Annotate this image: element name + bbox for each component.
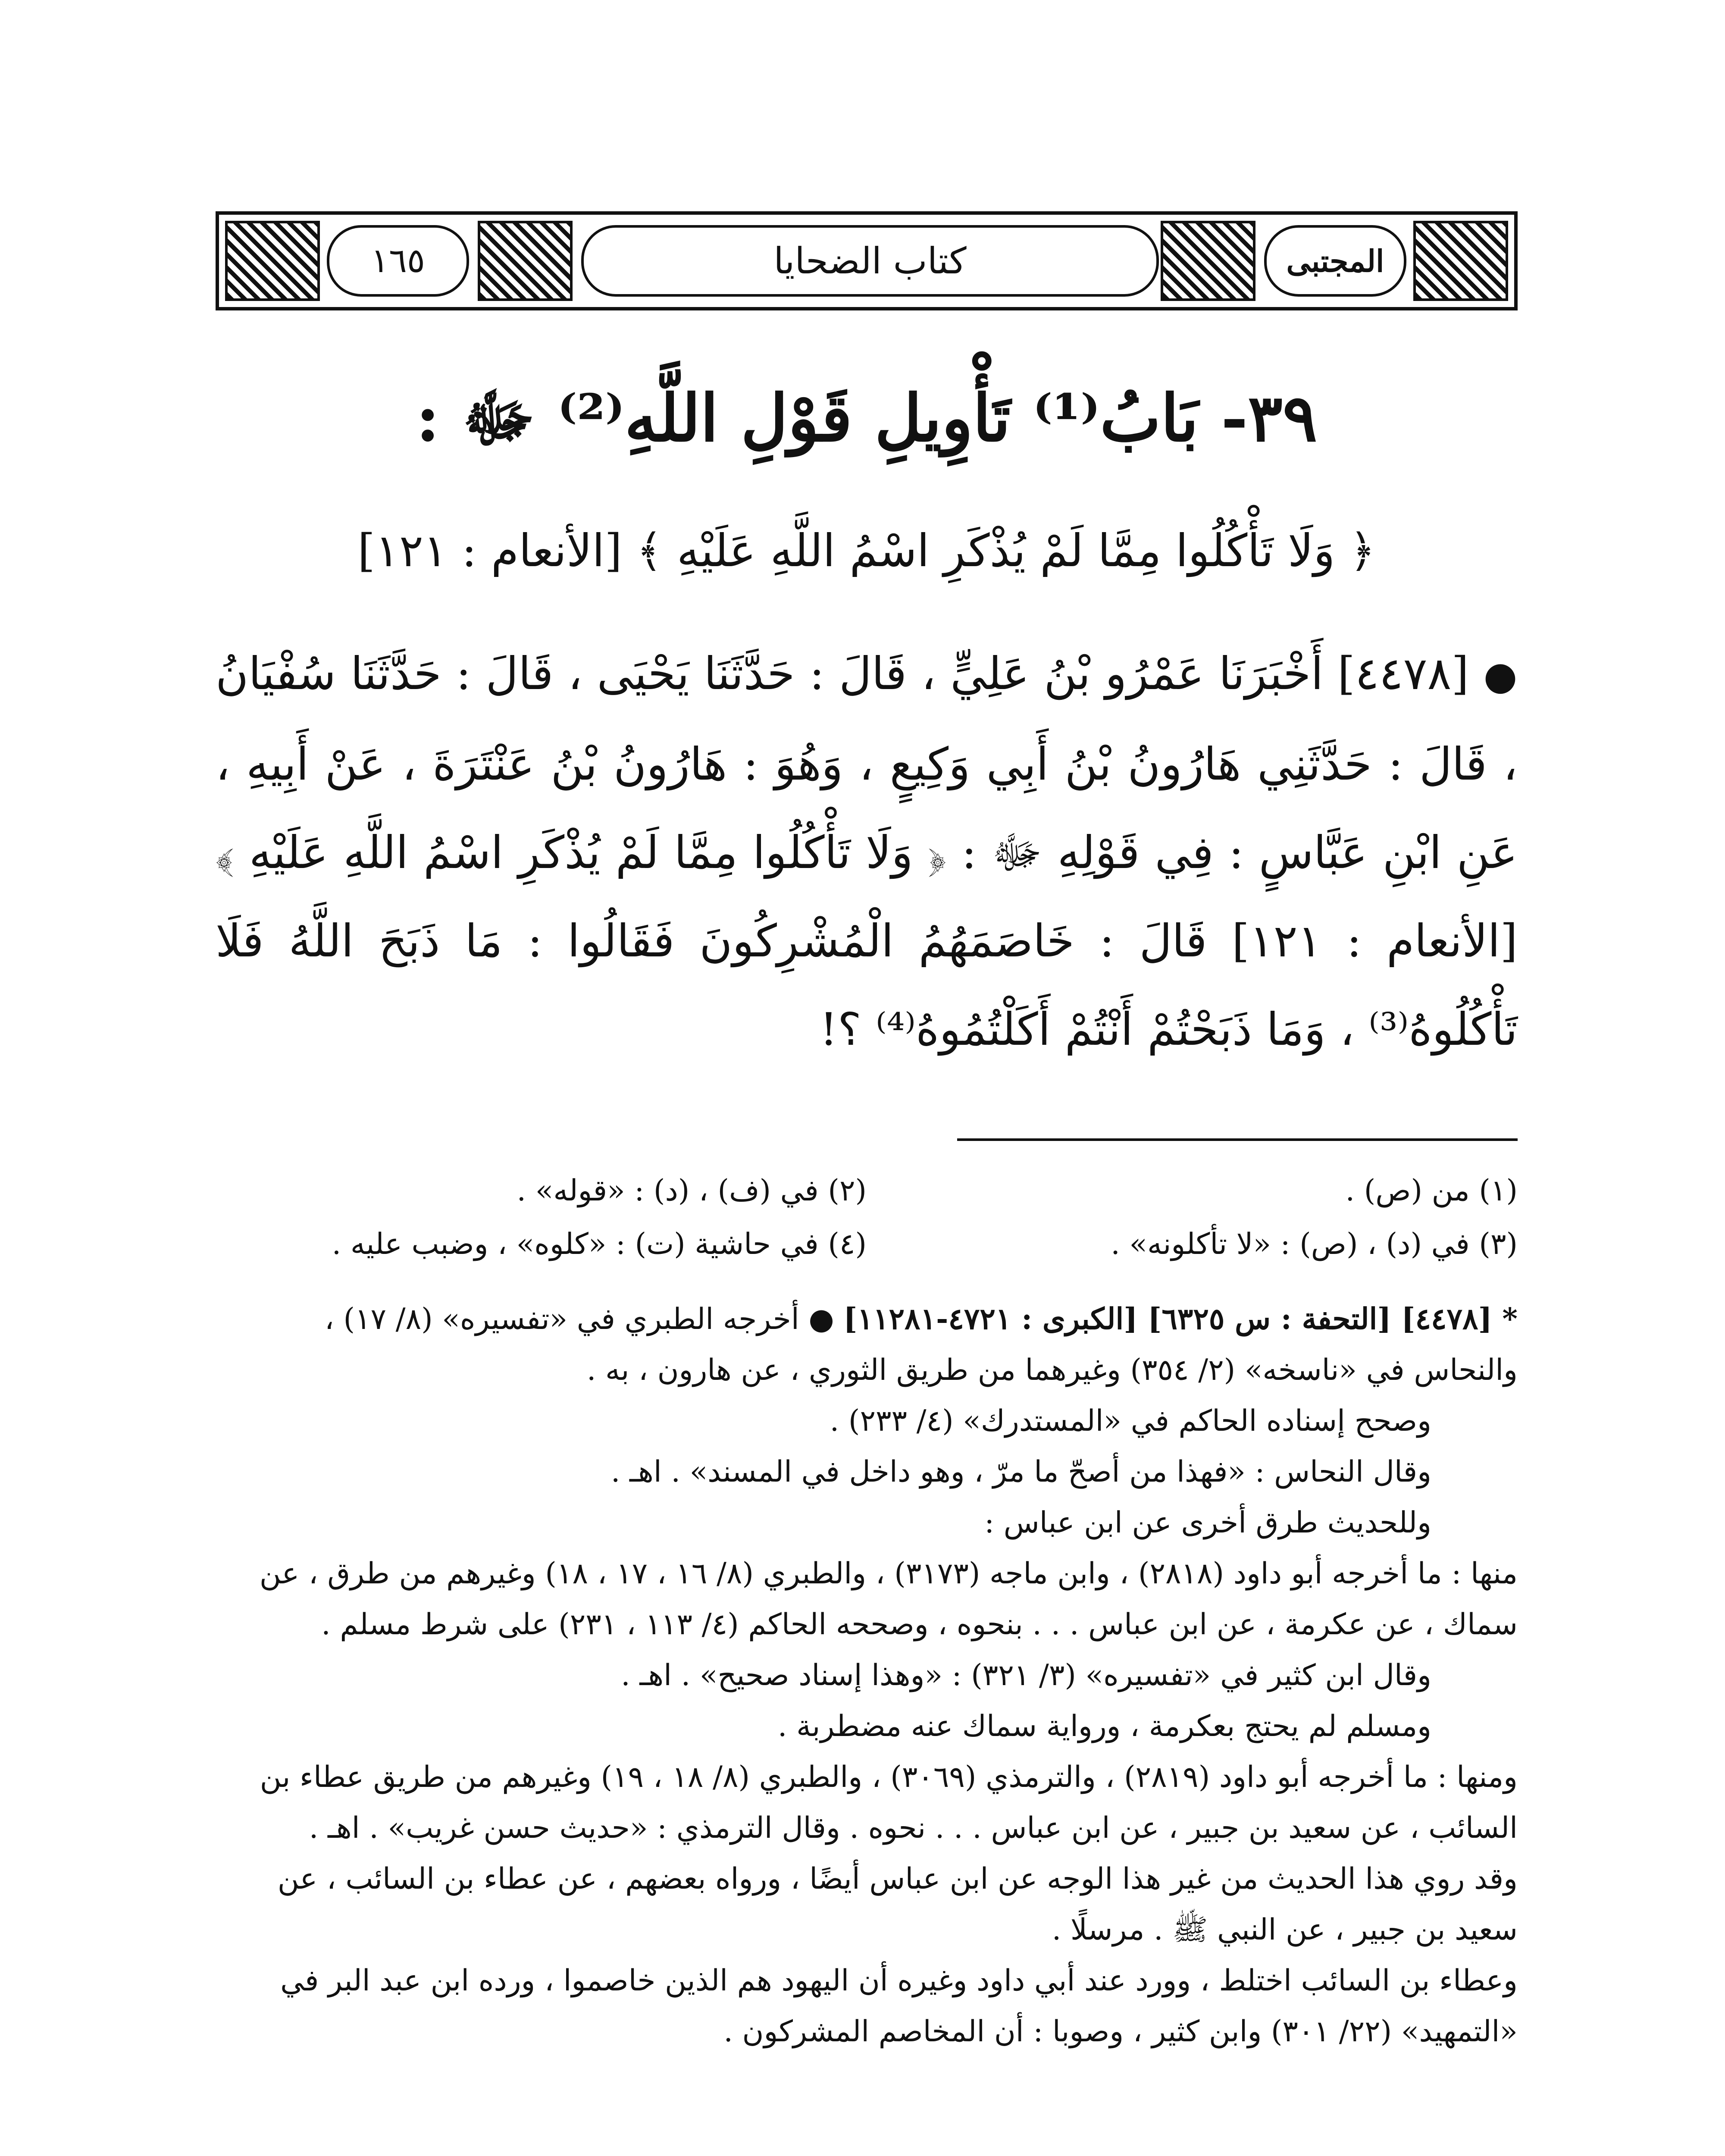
ornament-mid-left xyxy=(478,221,573,301)
takhrij-line-4: وللحديث طرق أخرى عن ابن عباس : xyxy=(984,1506,1431,1540)
takhrij-head: * [٤٤٧٨] [التحفة : س ٦٣٢٥] [الكبرى : ٤٧٢١-١١٢٨١] xyxy=(843,1302,1518,1336)
takhrij-line-3: وقال النحاس : «فهذا من أصحّ ما مرّ ، وهو داخل في المسند» . اهـ . xyxy=(610,1455,1431,1489)
ornament-right xyxy=(1413,221,1508,301)
footnote-3: (٣) في (د) ، (ص) : «لا تأكلونه» . xyxy=(1111,1227,1518,1261)
takhrij-line-10: وعطاء بن السائب اختلط ، وورد عند أبي داود وغيره أن اليهود هم الذين خاصموا ، ورده ابن عبد البر في «التمهيد» (٢٢/ ٣٠١) وابن كثير ، وصوبا : أن المخاصم المشركون . xyxy=(280,1964,1518,2049)
takhrij-line-5: منها : ما أخرجه أبو داود (٢٨١٨) ، وابن ماجه (٣١٧٣) ، والطبري (٨/ ١٦ ، ١٧ ، ١٨) وغيرهم من طرق ، عن سماك ، عن عكرمة ، عن ابن عباس . . . بنحوه ، وصححه الحاكم (٤/ ١١٣ ، ٢٣١) على شرط مسلم . xyxy=(259,1557,1518,1642)
takhrij-line-9: وقد روي هذا الحديث من غير هذا الوجه عن ابن عباس أيضًا ، ورواه بعضهم ، عن عطاء بن السائب ، عن سعيد بن جبير ، عن النبي ﷺ . مرسلًا . xyxy=(277,1862,1518,1947)
series-title: المجتبى xyxy=(1264,225,1406,297)
hadith-text: [٤٤٧٨] أَخْبَرَنَا عَمْرُو بْنُ عَلِيٍّ ، قَالَ : حَدَّثَنَا يَحْيَى ، قَالَ : حَدَّثَنَا سُفْيَانُ ، قَالَ : حَدَّثَنِي هَارُونُ بْنُ أَبِي وَكِيعٍ ، وَهُوَ : هَارُونُ بْنُ عَنْتَرَةَ ، عَنْ أَبِيهِ ، عَنِ ابْنِ عَبَّاسٍ : فِي قَوْلِهِ ﷻ : ﴿ وَلَا تَأْكُلُوا مِمَّا لَمْ يُذْكَرِ اسْمُ اللَّهِ عَلَيْهِ ﴾ [الأنعام : ١٢١] قَالَ : خَاصَمَهُمُ الْمُشْرِكُونَ فَقَالُوا : مَا ذَبَحَ اللَّهُ فَلَا تَأْكُلُوهُ⁽³⁾ ، وَمَا ذَبَحْتُمْ أَنْتُمْ أَكَلْتُمُوهُ⁽⁴⁾ ؟! xyxy=(216,647,1518,1056)
takhrij-line-7: ومسلم لم يحتج بعكرمة ، ورواية سماك عنه مضطربة . xyxy=(777,1709,1431,1743)
book-title: كتاب الضحايا xyxy=(581,225,1159,297)
takhrij-section xyxy=(216,1294,1518,2057)
chapter-verse: ﴿ وَلَا تَأْكُلُوا مِمَّا لَمْ يُذْكَرِ اسْمُ اللَّهِ عَلَيْهِ ﴾ [الأنعام : ١٢١] xyxy=(357,524,1376,577)
footnote-divider xyxy=(957,1138,1518,1141)
hadith-bullet: ● xyxy=(1483,653,1518,699)
takhrij-line-8: ومنها : ما أخرجه أبو داود (٢٨١٩) ، والترمذي (٣٠٦٩) ، والطبري (٨/ ١٨ ، ١٩) وغيرهم من طريق عطاء بن السائب ، عن سعيد بن جبير ، عن ابن عباس . . . نحوه . وقال الترمذي : «حديث حسن غريب» . اهـ . xyxy=(260,1760,1518,1845)
running-header xyxy=(216,211,1518,310)
takhrij-line-1: ● أخرجه الطبري في «تفسيره» (٨/ ١٧) ، والنحاس في «ناسخه» (٢/ ٣٥٤) وغيرهما من طريق الثوري ، عن هارون ، به . xyxy=(324,1302,1518,1387)
takhrij-line-6: وقال ابن كثير في «تفسيره» (٣/ ٣٢١) : «وهذا إسناد صحيح» . اهـ . xyxy=(621,1658,1431,1692)
ornament-left xyxy=(225,221,320,301)
chapter-heading: ٣٩- بَابُ⁽¹⁾ تَأْوِيلِ قَوْلِ اللَّهِ⁽²⁾ ﷻ : xyxy=(416,380,1318,456)
hadith-text-block xyxy=(216,630,1518,1074)
footnotes xyxy=(216,1164,1518,1271)
footnote-4: (٤) في حاشية (ت) : «كلوه» ، وضبب عليه . xyxy=(332,1227,867,1261)
ornament-mid-right xyxy=(1161,221,1255,301)
footnote-2: (٢) في (ف) ، (د) : «قوله» . xyxy=(517,1174,867,1208)
page-number: ١٦٥ xyxy=(327,225,469,297)
takhrij-line-2: وصحح إسناده الحاكم في «المستدرك» (٤/ ٢٣٣) . xyxy=(830,1404,1431,1438)
footnote-1: (١) من (ص) . xyxy=(1345,1174,1518,1208)
